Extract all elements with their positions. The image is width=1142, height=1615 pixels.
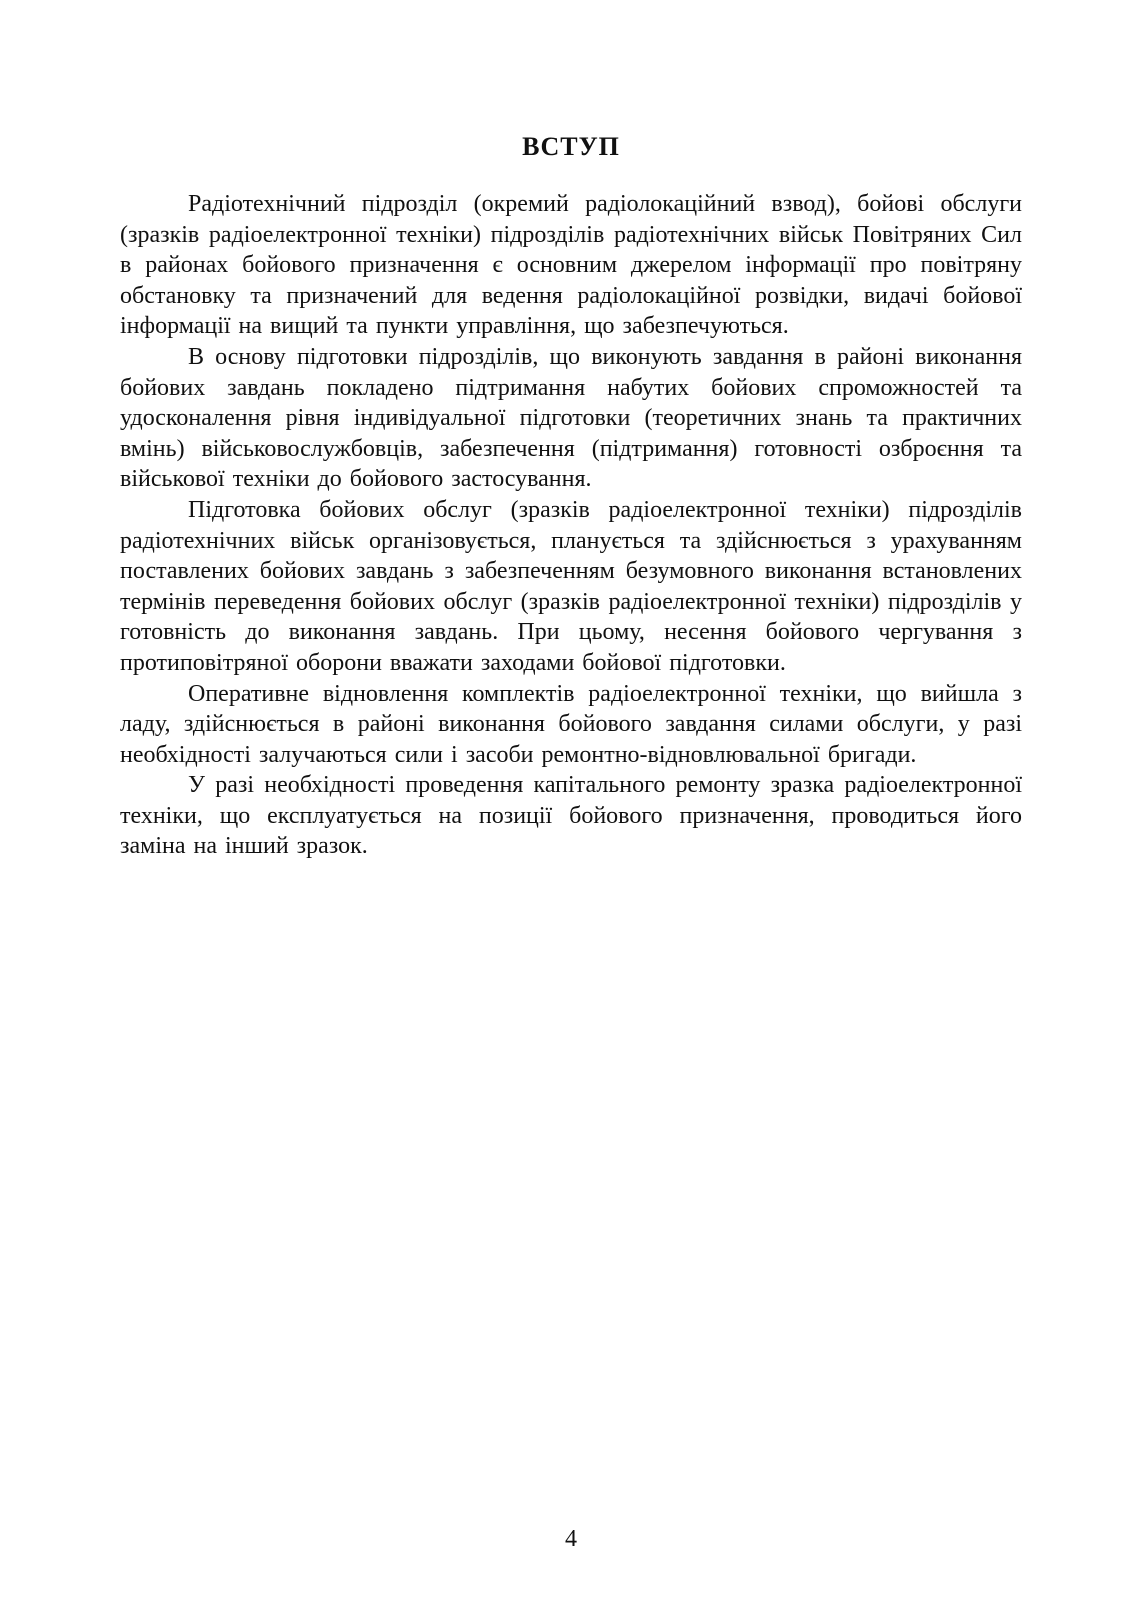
paragraph: У разі необхідності проведення капітального ремонту зразка радіоелектронної техніки, що експлуатується на позиції бойового призначення, проводиться його заміна на інший зразок. bbox=[120, 772, 1022, 860]
page-number: 4 bbox=[565, 1526, 577, 1552]
document-body bbox=[120, 189, 1022, 862]
paragraph: В основу підготовки підрозділів, що виконують завдання в районі виконання бойових завдань покладено підтримання набутих бойових спроможностей та удосконалення рівня індивідуальної підготовки (теоретичних знань та практичних вмінь) військовослужбовців, забезпечення (підтримання) готовності озброєння та військової техніки до бойового застосування. bbox=[120, 343, 1022, 493]
paragraph: Оперативне відновлення комплектів радіоелектронної техніки, що вийшла з ладу, здійснюється в районі виконання бойового завдання силами обслуги, у разі необхідності залучаються сили і засоби ремонтно-відновлювальної бригади. bbox=[120, 680, 1022, 768]
page-title: ВСТУП bbox=[522, 132, 620, 161]
paragraph: Радіотехнічний підрозділ (окремий радіолокаційний взвод), бойові обслуги (зразків радіоелектронної техніки) підрозділів радіотехнічних військ Повітряних Сил в районах бойового призначення є основним джерелом інформації про повітряну обстановку та призначений для ведення радіолокаційної розвідки, видачі бойової інформації на вищий та пункти управління, що забезпечуються. bbox=[120, 191, 1022, 340]
paragraph: Підготовка бойових обслуг (зразків радіоелектронної техніки) підрозділів радіотехнічних військ організовується, планується та здійснюється з урахуванням поставлених бойових завдань з забезпеченням безумовного виконання встановлених термінів переведення бойових обслуг (зразків радіоелектронної техніки) підрозділів у готовність до виконання завдань. При цьому, несення бойового чергування з протиповітряної оборони вважати заходами бойової підготовки. bbox=[120, 496, 1022, 676]
